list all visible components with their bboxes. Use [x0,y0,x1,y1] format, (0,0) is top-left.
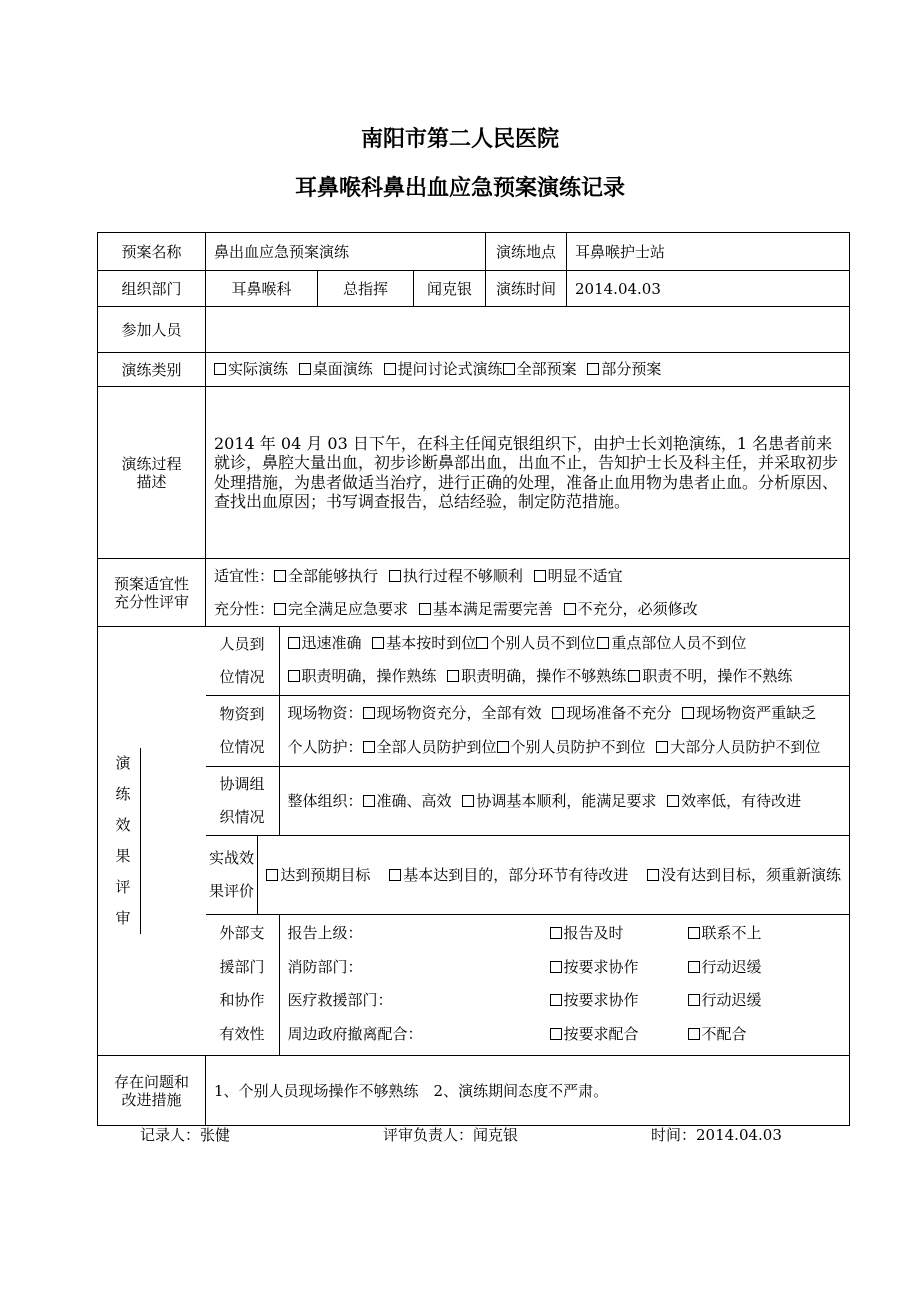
option-label: 联系不上 [701,924,762,942]
option-label: 现场物资严重缺乏 [696,704,817,722]
checkbox-icon[interactable] [628,670,640,682]
fit-label: 适宜性： [214,566,275,585]
option-label: 按要求配合 [563,1024,639,1043]
process-label-line1: 演练过程 [121,454,182,473]
document-title: 耳鼻喉科鼻出血应急预案演练记录 [294,176,625,201]
materials-cell [206,696,850,767]
combat-label-line2: 果评价 [208,882,254,900]
option-label: 行动迟缓 [701,991,762,1009]
option-label: 行动迟缓 [701,957,762,976]
option-label: 报告及时 [563,924,624,942]
external-row-label: 消防部门： [287,957,363,976]
checkbox-icon[interactable] [667,795,679,807]
option-label: 全部人员防护到位 [376,738,497,756]
combat-cell [206,836,850,915]
checkbox-icon[interactable] [266,869,278,881]
location-label: 演练地点 [486,233,567,271]
option-label: 准确、高效 [376,791,452,810]
row-participants [98,307,850,353]
checkbox-icon[interactable] [550,994,562,1006]
reviewer: 评审负责人：闻克银 [383,1126,519,1144]
option-label: 大部分人员防护不到位 [670,738,821,756]
external-options [280,915,770,1055]
external-row-label: 医疗救援部门： [287,991,393,1009]
suitability-label-line1: 预案适宜性 [113,574,189,593]
checkbox-icon[interactable] [564,603,576,615]
coordination-cell [206,767,850,836]
external-row-label: 周边政府撤离配合： [287,1024,423,1043]
external-row [288,917,762,951]
checkbox-icon[interactable] [534,570,546,582]
option-label: 职责明确，操作不够熟练 [461,667,627,685]
option-label: 基本按时到位 [386,634,477,652]
external-row [288,1018,762,1052]
checkbox-icon[interactable] [682,707,694,719]
protect-label: 个人防护： [287,738,363,756]
recorder: 记录人：张健 [140,1126,231,1144]
external-row-label: 报告上级： [287,924,363,942]
coordination-label-line1: 协调组 [219,775,265,793]
row-issues [98,1056,850,1126]
option-label: 个别人员不到位 [490,634,596,652]
option-label: 职责不明，操作不熟练 [642,667,793,685]
row-materials [98,696,850,767]
process-label [98,387,206,559]
personnel-cell [206,627,850,696]
effect-char: 演 [115,754,131,772]
checkbox-icon[interactable] [372,637,384,649]
dept-label: 组织部门 [98,271,206,307]
checkbox-icon[interactable] [363,707,375,719]
external-cell [206,915,850,1056]
time-value: 2014.04.03 [567,271,850,307]
checkbox-icon[interactable] [389,570,401,582]
option-label: 协调基本顺利，能满足要求 [476,791,657,810]
personnel-options [280,627,801,695]
drill-record-table [97,232,850,1126]
option-label: 基本达到目的，部分环节有待改进 [403,865,629,884]
category-label: 演练类别 [98,353,206,387]
checkbox-icon[interactable] [597,637,609,649]
checkbox-icon[interactable] [288,637,300,649]
row-coordination [98,767,850,836]
personnel-label-line2: 位情况 [219,668,265,686]
option-label: 实际演练 [228,360,289,378]
category-options [206,353,850,387]
option-label: 提问讨论式演练 [397,360,503,378]
checkbox-icon[interactable] [447,670,459,682]
option-label: 明显不适宜 [547,566,623,585]
effect-char: 审 [115,909,131,927]
suitability-options [206,559,850,627]
row-personnel [98,627,850,696]
row-suitability [98,559,850,627]
option-label: 桌面演练 [312,360,373,378]
row-category [98,353,850,387]
location-value: 耳鼻喉护士站 [567,233,850,271]
checkbox-icon[interactable] [497,741,509,753]
participants-label: 参加人员 [98,307,206,353]
checkbox-icon[interactable] [476,637,488,649]
issues-label [98,1056,206,1126]
issues-text: 1、个别人员现场操作不够熟练 2、演练期间态度不严肃。 [206,1056,850,1126]
combat-label-line1: 实战效 [208,849,254,867]
checkbox-icon[interactable] [419,603,431,615]
effect-char: 效 [115,816,131,834]
hospital-name: 南阳市第二人民医院 [360,127,559,152]
dept-value: 耳鼻喉科 [206,271,318,307]
checkbox-icon[interactable] [550,927,562,939]
plan-name-value: 鼻出血应急预案演练 [206,233,486,271]
time-label: 演练时间 [486,271,567,307]
coordination-label-line2: 织情况 [219,808,265,826]
process-description: 2014 年 04 月 03 日下午，在科主任闻克银组织下，由护士长刘艳演练，1 名患者前来就诊，鼻腔大量出血，初步诊断鼻部出血，出血不止，告知护士长及科主任，并采取初步处理措施，为患者做适当治疗，进行正确的处理，准备止血用物为患者止血。分析原因、查找出血原因；书写调查报告，总结经验，制定防范措施。 [206,387,850,559]
row-plan-name [98,233,850,271]
checkbox-icon[interactable] [550,1028,562,1040]
option-label: 不配合 [701,1024,747,1043]
checkbox-icon[interactable] [550,961,562,973]
row-process [98,387,850,559]
external-row [288,951,762,985]
commander-label: 总指挥 [318,271,414,307]
row-external [98,915,850,1056]
checkbox-icon[interactable] [363,741,375,753]
checkbox-icon[interactable] [274,570,286,582]
combat-options [258,836,849,914]
suitability-label [98,559,206,627]
external-label [206,915,280,1055]
checkbox-icon[interactable] [647,869,659,881]
personnel-label-line1: 人员到 [219,635,265,653]
materials-options [280,696,829,766]
personnel-label [206,627,280,695]
option-label: 全部预案 [516,360,577,378]
option-label: 完全满足应急要求 [288,599,409,618]
combat-label [206,836,259,914]
participants-value [206,307,850,353]
option-label: 执行过程不够顺利 [402,566,523,585]
external-label-line: 有效性 [219,1024,265,1043]
checkbox-icon[interactable] [688,961,700,973]
option-label: 迅速准确 [301,634,362,652]
checkbox-icon[interactable] [214,363,226,375]
checkbox-icon[interactable] [688,1028,700,1040]
effect-review-label [98,627,206,1056]
option-label: 全部能够执行 [288,566,379,585]
commander-value: 闻克银 [414,271,486,307]
checkbox-icon[interactable] [299,363,311,375]
option-label: 按要求协作 [563,957,639,976]
record-time: 时间：2014.04.03 [651,1126,782,1144]
process-label-line2: 描述 [136,472,167,491]
option-label: 职责明确，操作熟练 [301,667,437,685]
row-dept [98,271,850,307]
checkbox-icon[interactable] [552,707,564,719]
materials-label-line1: 物资到 [219,705,265,723]
external-row [288,984,762,1018]
external-label-line: 和协作 [219,991,265,1009]
option-label: 个别人员防护不到位 [510,738,646,756]
option-label: 现场物资充分，全部有效 [376,704,542,722]
checkbox-icon[interactable] [688,927,700,939]
coordination-options [280,767,810,835]
checkbox-icon[interactable] [389,869,401,881]
option-label: 现场准备不充分 [566,704,672,722]
option-label: 重点部位人员不到位 [611,634,747,652]
row-combat [98,836,850,915]
effect-char: 果 [115,847,131,865]
checkbox-icon[interactable] [288,670,300,682]
effect-char: 评 [115,878,131,896]
checkbox-icon[interactable] [384,363,396,375]
suitability-label-line2: 充分性评审 [113,592,189,611]
option-label: 没有达到目标，须重新演练 [660,865,841,884]
checkbox-icon[interactable] [503,363,515,375]
full-label: 充分性： [214,599,275,618]
option-label: 部分预案 [601,360,662,378]
option-label: 不充分，必须修改 [577,599,698,618]
coordination-label [206,767,280,835]
materials-label [206,696,280,766]
option-label: 基本满足需要完善 [432,599,553,618]
external-label-line: 外部支 [219,924,265,942]
option-label: 达到预期目标 [280,865,371,884]
overall-label: 整体组织： [287,791,363,810]
plan-name-label: 预案名称 [98,233,206,271]
checkbox-icon[interactable] [274,603,286,615]
checkbox-icon[interactable] [462,795,474,807]
effect-char: 练 [115,785,131,803]
checkbox-icon[interactable] [363,795,375,807]
checkbox-icon[interactable] [587,363,599,375]
materials-label-line2: 位情况 [219,738,265,756]
checkbox-icon[interactable] [656,741,668,753]
option-label: 效率低，有待改进 [681,791,802,810]
option-label: 按要求协作 [563,991,639,1009]
issues-label-line1: 存在问题和 [113,1072,189,1091]
issues-label-line2: 改进措施 [121,1090,182,1109]
checkbox-icon[interactable] [688,994,700,1006]
external-label-line: 援部门 [219,957,265,976]
site-label: 现场物资： [287,704,363,722]
